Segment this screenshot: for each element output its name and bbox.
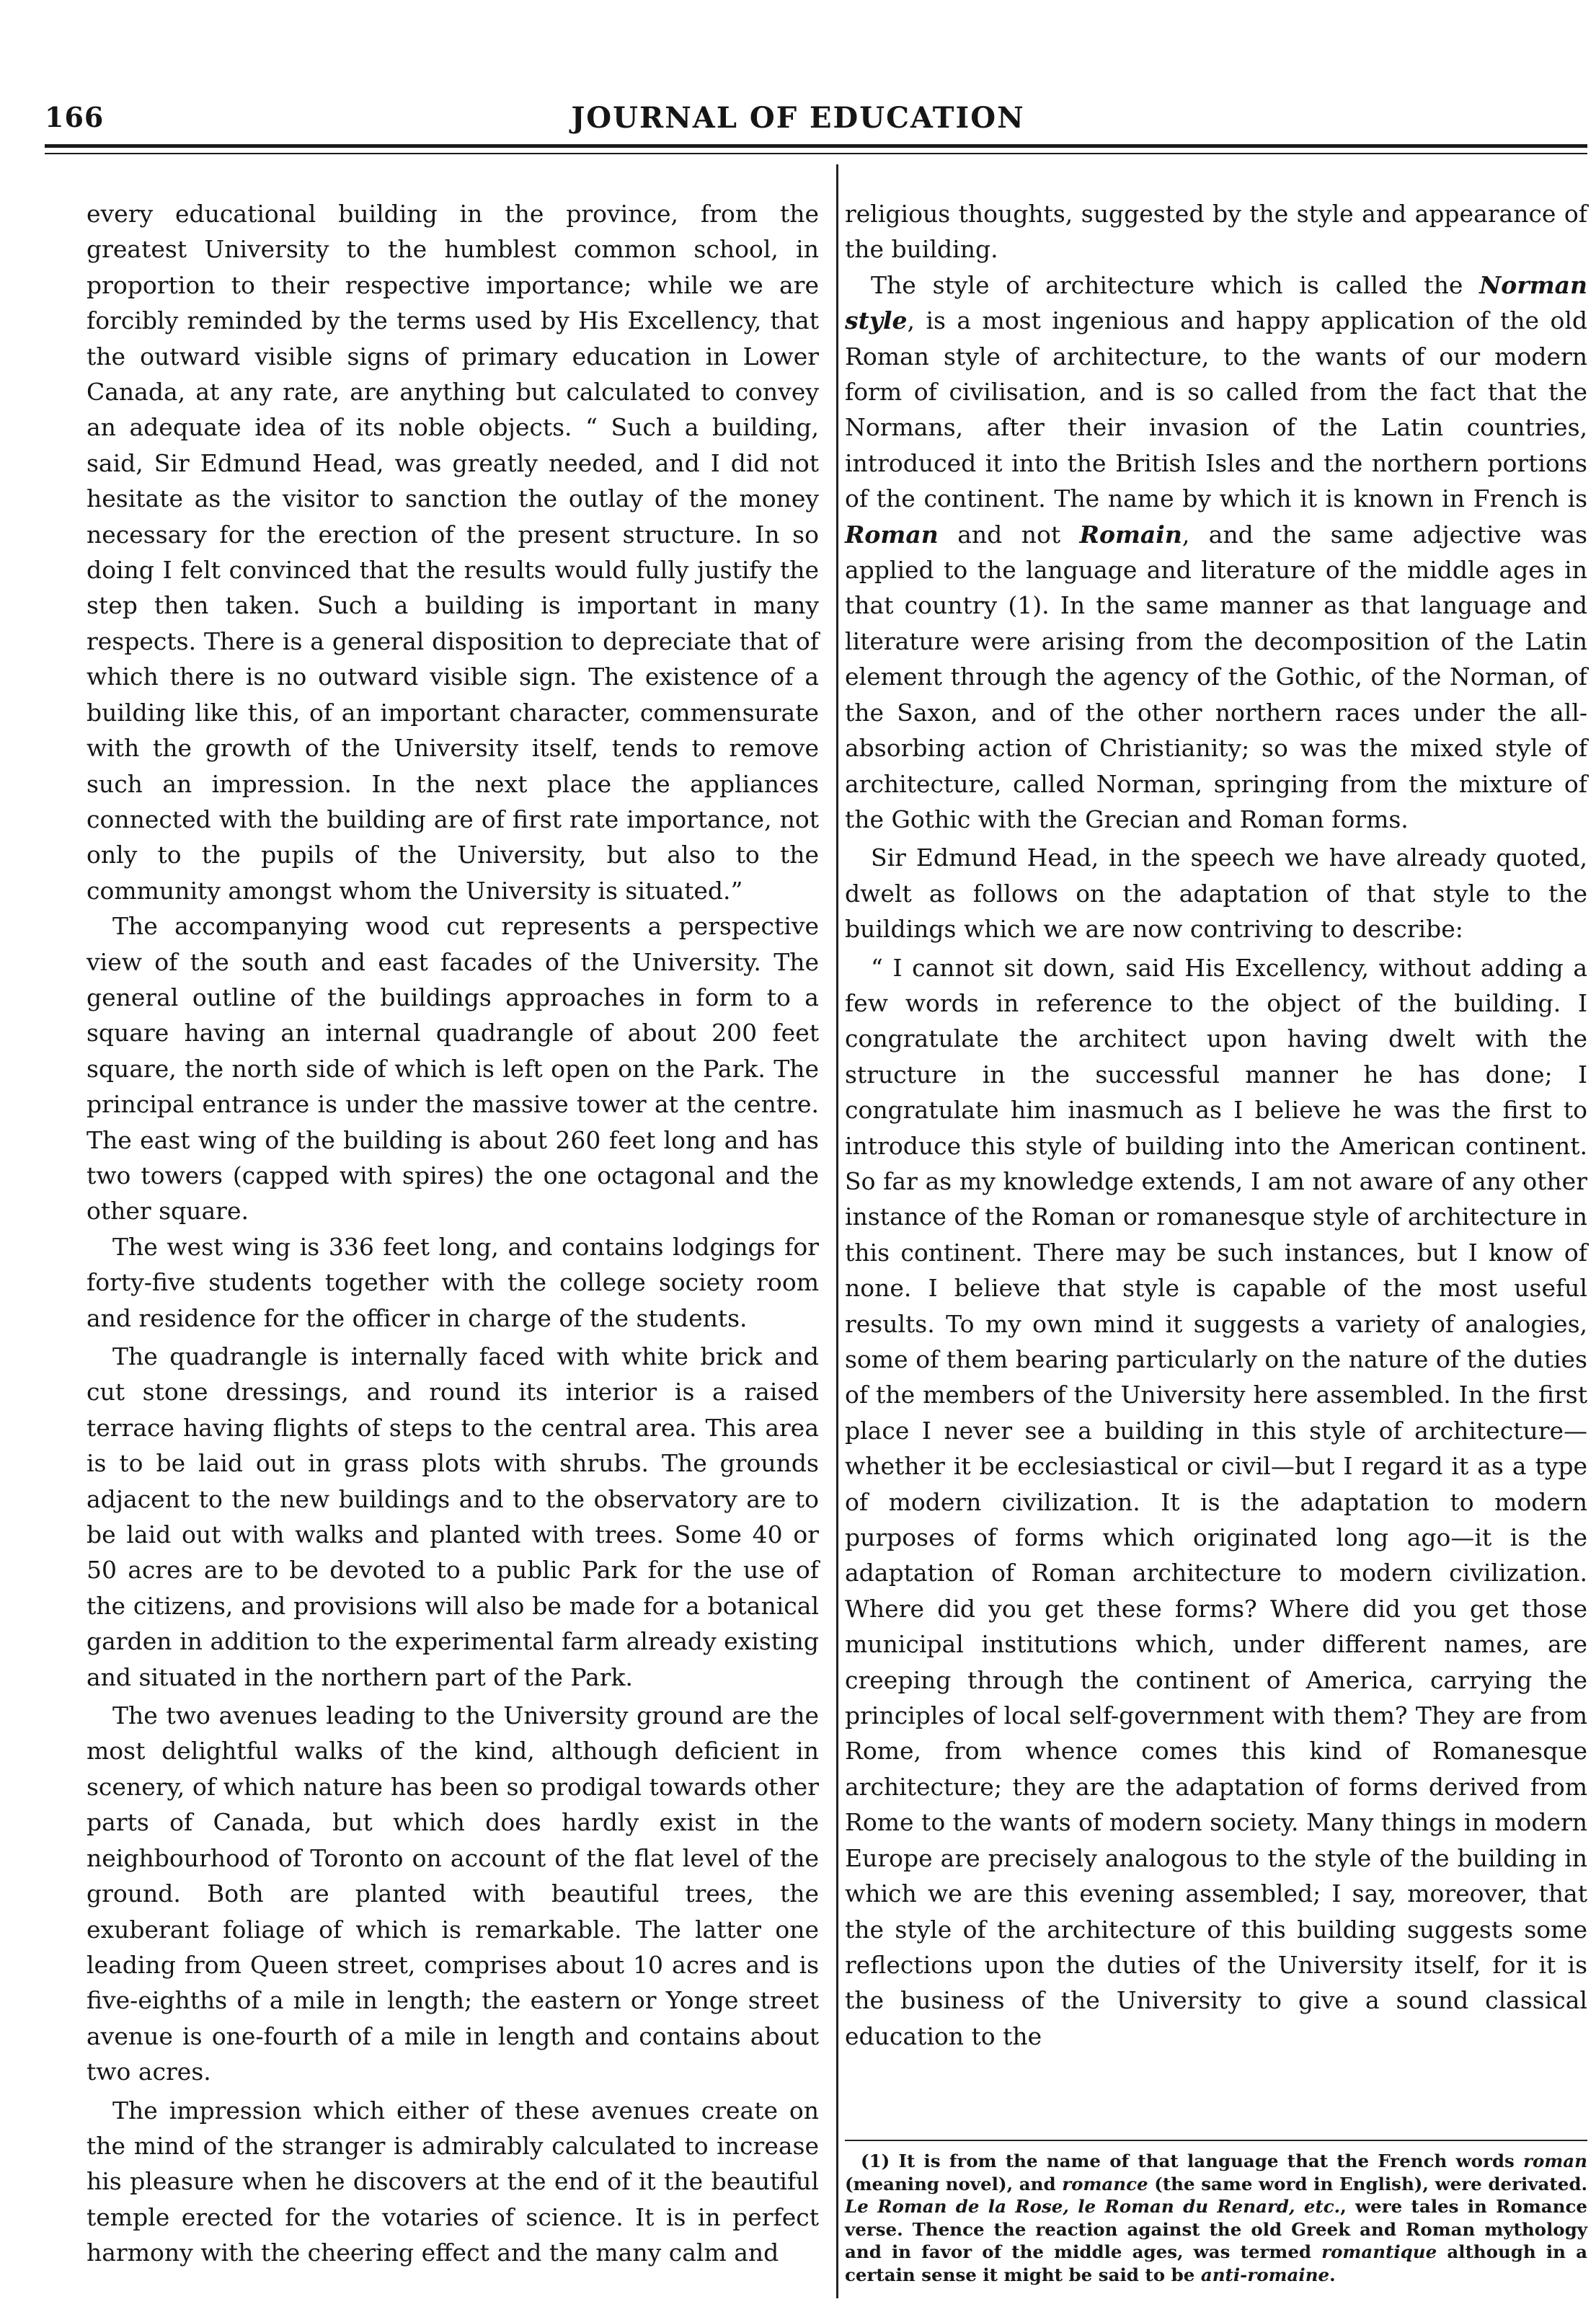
paragraph: The quadrangle is internally faced with white brick and cut stone dressings, and round its interior is a raised terrace having flights of steps to the central area. This area is to be laid out in grass plots with shrubs. The grounds adjacent to the new buildings and to the observatory are to be laid out with walks and planted with trees. Some 40 or 50 acres are to be devoted to a public Park for the use of the citizens, and provisions will also be made for a botanical garden in addition to the experimental farm already existing and situated in the northern part of the Park. [87,1342,819,1691]
footnote-paragraph [845,2150,1587,2286]
text-run: The style of architecture which is called the [871,270,1480,299]
header-rule-thick [45,144,1587,148]
paragraph: The accompanying wood cut represents a perspective view of the south and east facades of the University. The general outline of the buildings approaches in form to a square having an internal quadrangle of about 200 feet square, the north side of which is left open on the Park. The principal entrance is under the massive tower at the centre. The east wing of the building is about 260 feet long and has two towers (capped with spires) the one octagonal and the other square. [87,912,819,1226]
running-title: JOURNAL OF EDUCATION [571,101,1025,135]
paragraph: Sir Edmund Head, in the speech we have already quoted, dwelt as follows on the adaptation of that style to the buildings which we are now contriving to describe: [845,843,1587,944]
quotation-paragraph: “ I cannot sit down, said His Excellency, without adding a few words in reference to the object of the building. I congratulate the architect upon having dwelt with the structure in the successful manner he has done; I congratulate him inasmuch as I believe he was the first to introduce this style of building into the American continent. So far as my knowledge extends, I am not aware of any other instance of the Roman or romanesque style of architecture in this continent. There may be such instances, but I know of none. I believe that style is capable of the most useful results. To my own mind it suggests a variety of analogies, some of them bearing particularly on the nature of the duties of the members of the University here assembled. In the first place I never see a building in this style of architecture—whether it be ecclesiastical or civil—but I regard it as a type of modern civilization. It is the adaptation to modern purposes of forms which originated long ago—it is the adaptation of Roman architecture to modern civilization. Where did you get these forms? Where did you get those municipal institutions which, under different names, are creeping through the continent of America, carrying the principles of local self-government with them? They are from Rome, from whence comes this kind of Romanesque architecture; they are the adaptation of forms derived from Rome to the wants of modern society. Many things in modern Europe are precisely analogous to the style of the building in which we are this evening assembled; I say, moreover, that the style of the architecture of this building suggests some reflections upon the duties of the University itself, for it is the business of the University to give a sound classical education to the [845,953,1587,2050]
italic-term: Norman style [845,270,1587,335]
text-run: (meaning novel), and [845,2173,1063,2194]
paragraph: The impression which either of these avenues create on the mind of the stranger is admirably calculated to increase his pleasure when he discovers at the end of it the beautiful temple erected for the votaries of science. It is in perfect harmony with the cheering effect and the many calm and [87,2096,819,2267]
text-run: , were tales in Romance verse. Thence the reaction against the old Greek and Roman mythology and in favor of the middle ages, was termed [845,2196,1587,2262]
italic-term: romance [1062,2173,1148,2194]
text-run: . [1329,2264,1336,2285]
italic-term: anti-romaine [1200,2264,1330,2285]
italic-term: Romain [1079,520,1182,549]
text-run: although in a certain sense it might be said to be [845,2241,1587,2285]
left-column [87,196,819,2271]
text-run: (1) It is from the name of that language that the French words [861,2151,1524,2171]
text-run: (the same word in English), were derivated. [1148,2173,1588,2194]
paragraph: The two avenues leading to the University ground are the most delightful walks of the kind, although deficient in scenery, of which nature has been so prodigal towards other parts of Canada, but which does hardly exist in the neighbourhood of Toronto on account of the flat level of the ground. Both are planted with beautiful trees, the exuberant foliage of which is remarkable. The latter one leading from Queen street, comprises about 10 acres and is five-eighths of a mile in length; the eastern or Yonge street avenue is one-fourth of a mile in length and contains about two acres. [87,1701,819,2086]
text-run: and not [938,520,1080,549]
paragraph: every educational building in the province, from the greatest University to the humblest common school, in proportion to their respective importance; while we are forcibly reminded by the terms used by His Excellency, that the outward visible signs of primary education in Lower Canada, at any rate, are anything but calculated to convey an adequate idea of its noble objects. “ Such a building, said, Sir Edmund Head, was greatly needed, and I did not hesitate as the visitor to sanction the outlay of the money necessary for the erection of the present structure. In so doing I felt convinced that the results would fully justify the step then taken. Such a building is important in many respects. There is a general disposition to depreciate that of which there is no outward visible sign. The existence of a building like this, of an important character, commensurate with the growth of the University itself, tends to remove such an impression. In the next place the appliances connected with the building are of first rate importance, not only to the pupils of the University, but also to the community amongst whom the University is situated.” [87,200,819,905]
paragraph: The west wing is 336 feet long, and contains lodgings for forty-five students together with the college society room and residence for the officer in charge of the students. [87,1232,819,1332]
text-run: , is a most ingenious and happy application of the old Roman style of architecture, to the wants of our modern form of civilisation, and is so called from the fact that the Normans, after their invasion of the Latin countries, introduced it into the British Isles and the northern portions of the continent. The name by which it is known in French is [845,306,1587,513]
column-divider [836,164,838,2298]
right-column [845,196,1587,2054]
header-rule-thin [45,153,1587,154]
italic-term: roman [1523,2151,1587,2171]
italic-term: romantique [1321,2241,1437,2262]
page-number: 166 [45,101,105,133]
paragraph: religious thoughts, suggested by the style and appearance of the building. [845,200,1587,264]
italic-term: Le Roman de la Rose, le Roman du Renard, etc. [845,2196,1341,2217]
text-run: , and the same adjective was applied to the language and literature of the middle ages in that country (1). In the same manner as that language and literature were arising from the decomposition of the Latin element through the agency of the Gothic, of the Norman, of the Saxon, and of the other northern races under the all-absorbing action of Christianity; so was the mixed style of architecture, called Norman, springing from the mixture of the Gothic with the Grecian and Roman forms. [845,520,1587,833]
italic-term: Roman [845,520,939,549]
footnote-rule [845,2140,1587,2141]
paragraph [845,267,1587,838]
footnote [845,2150,1587,2286]
